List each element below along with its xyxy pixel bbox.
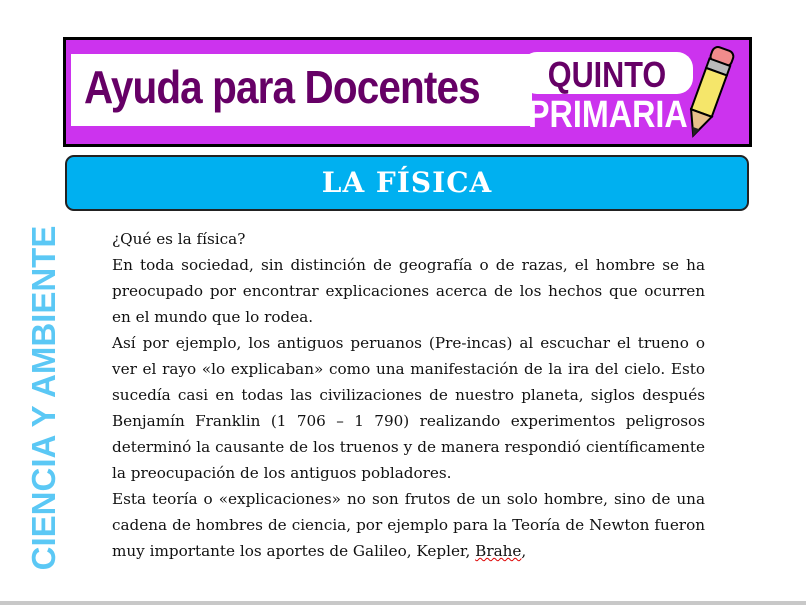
topic-title: LA FÍSICA xyxy=(321,166,493,199)
paragraph: En toda sociedad, sin distinción de geografía o de razas, el hombre se ha preocupado por encontrar explicaciones acerca de los hechos que ocurren en el mundo que lo rodea. xyxy=(112,256,705,326)
bottom-edge xyxy=(0,601,806,605)
spellcheck-word[interactable]: Brahe xyxy=(475,542,522,560)
paragraph: ¿Qué es la física? xyxy=(112,230,246,248)
pencil-icon xyxy=(678,42,738,142)
document-body xyxy=(112,226,705,564)
site-title: Ayuda para Docentes xyxy=(84,61,480,113)
grade-badge xyxy=(521,52,693,94)
paragraph-text: Esta teoría o «explicaciones» no son frutos de un solo hombre, sino de una cadena de hombres de ciencia, por ejemplo para la Teoría de Newton fueron muy importante los aportes de Galileo, Kepler, xyxy=(112,490,705,560)
grade-line1: QUINTO xyxy=(547,54,667,95)
paragraph xyxy=(112,486,705,564)
header-banner xyxy=(63,37,752,147)
paragraph: Así por ejemplo, los antiguos peruanos (Pre-incas) al escuchar el trueno o ver el rayo «lo explicaban» como una manifestación de la ira del cielo. Esto sucedía casi en todas las civilizaciones de nuestro planeta, siglos después Benjamín Franklin (1 706 – 1 790) realizando experimentos peligrosos determinó la causante de los truenos y de manera respondió científicamente la preocupación de los antiguos pobladores. xyxy=(112,334,705,482)
topic-banner xyxy=(65,155,749,211)
paragraph-punct: , xyxy=(521,542,527,560)
grade-line2: PRIMARIA xyxy=(528,94,688,136)
subject-label: CIENCIA Y AMBIENTE xyxy=(25,225,62,571)
